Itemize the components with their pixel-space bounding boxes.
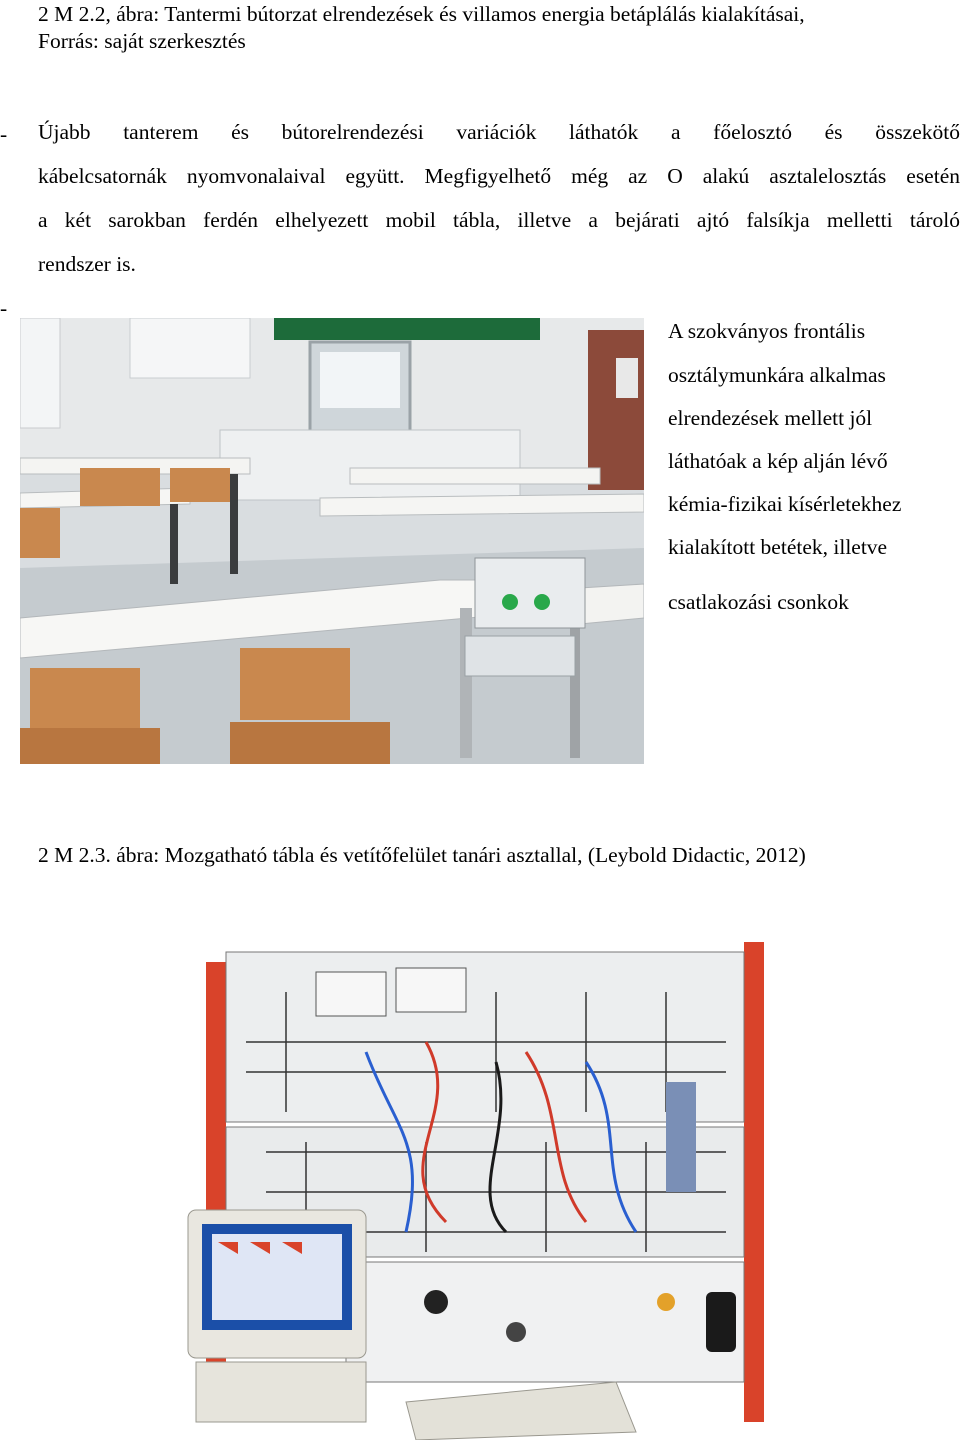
side-text-line: csatlakozási csonkok	[668, 590, 849, 614]
figure-caption-line-1: 2 M 2.2, ábra: Tantermi bútorzat elrendezések és villamos energia betáplálás kialakításai,	[38, 2, 805, 26]
figure-caption-line-2: Forrás: saját szerkesztés	[38, 29, 246, 53]
paragraph-line: Újabb tanterem és bútorelrendezési variációk láthatók a főelosztó és összekötő	[38, 120, 960, 144]
side-text-line: elrendezések mellett jól	[668, 406, 873, 430]
side-text-line: osztálymunkára alkalmas	[668, 363, 886, 387]
paragraph-line: rendszer is.	[38, 252, 136, 276]
bullet-marker: -	[0, 296, 8, 320]
side-text-line: A szokványos frontális	[668, 319, 866, 343]
paragraph-line: kábelcsatornák nyomvonalaival együtt. Megfigyelhető még az O alakú asztalelosztás esetén	[38, 164, 960, 188]
figure-caption-2: 2 M 2.3. ábra: Mozgatható tábla és vetítőfelület tanári asztallal, (Leybold Didactic, 2012)	[38, 843, 806, 867]
side-text-line: kialakított betétek, illetve	[668, 535, 888, 559]
bullet-marker: -	[0, 122, 8, 146]
body-paragraph	[38, 120, 960, 296]
trainer-panel-photo	[166, 932, 794, 1440]
classroom-photo	[20, 318, 644, 764]
paragraph-line: a két sarokban ferdén elhelyezett mobil tábla, illetve a bejárati ajtó falsíkja melletti tároló	[38, 208, 960, 232]
side-text-line: láthatóak a kép alján lévő	[668, 449, 888, 473]
side-text-line: kémia-fizikai kísérletekhez	[668, 492, 902, 516]
